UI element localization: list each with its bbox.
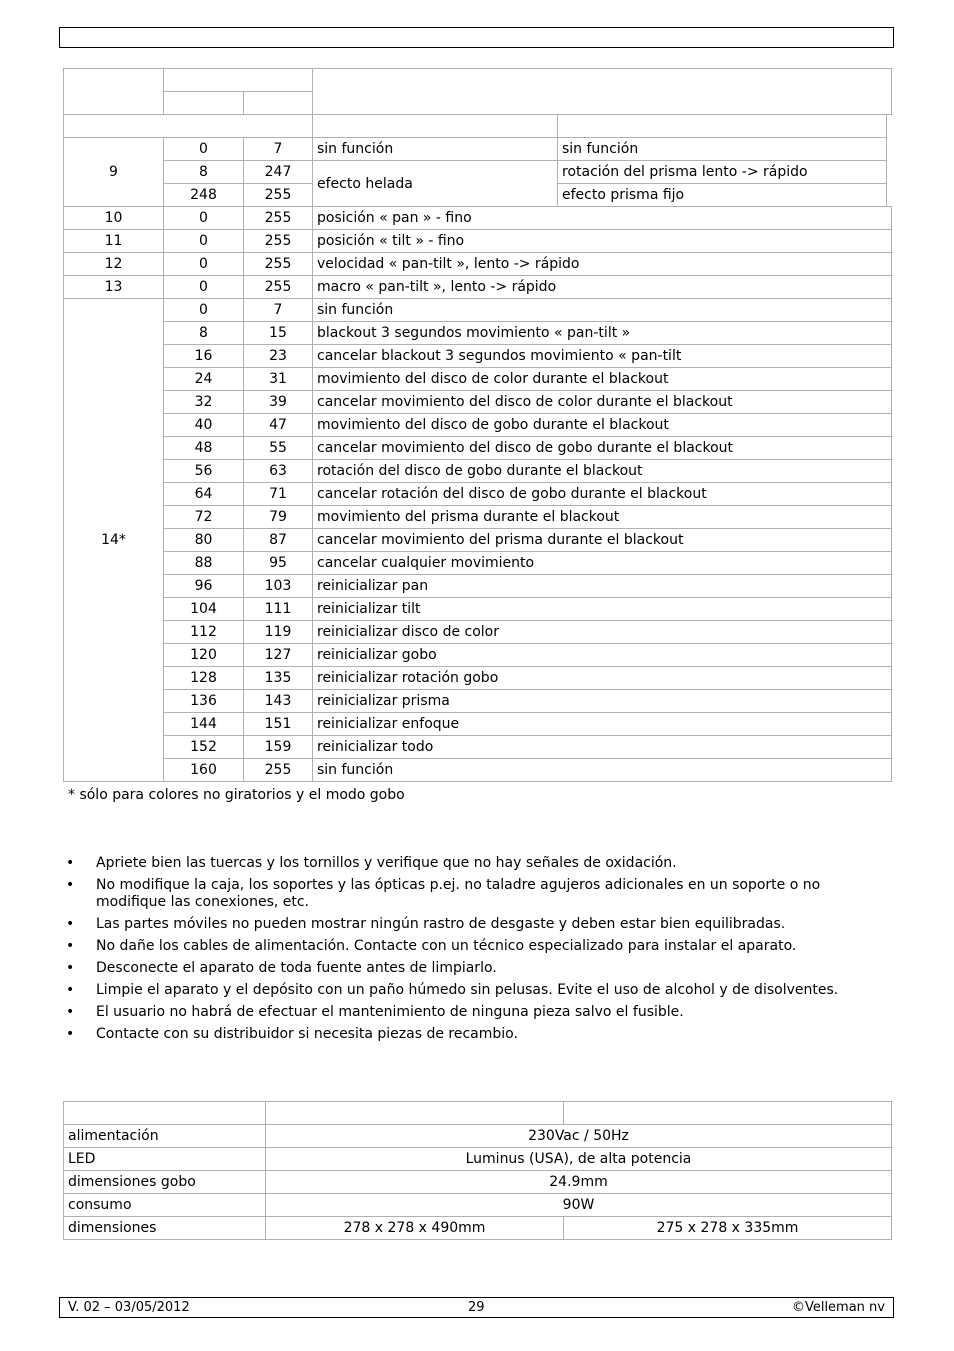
value-to: 23 (244, 345, 313, 368)
value-from: 56 (164, 460, 244, 483)
value-from: 8 (164, 161, 244, 184)
table-row (64, 230, 892, 253)
spec-label: alimentación (64, 1125, 266, 1148)
value-to: 71 (244, 483, 313, 506)
table-row (64, 621, 892, 644)
list-item: • El usuario no habrá de efectuar el mantenimiento de ninguna pieza salvo el fusible. (64, 1004, 884, 1021)
table-row (64, 138, 892, 161)
dmx-channel-table (63, 68, 892, 782)
header-cell-from (164, 92, 244, 115)
value-to: 255 (244, 276, 313, 299)
page-footer (59, 1297, 894, 1318)
table-subheader-row (64, 115, 892, 138)
function-text-mode2: rotación del prisma lento -> rápido (558, 161, 887, 184)
value-from: 152 (164, 736, 244, 759)
function-text: reinicializar rotación gobo (313, 667, 892, 690)
channel-number: 9 (64, 138, 164, 207)
function-text: blackout 3 segundos movimiento « pan-tilt » (313, 322, 892, 345)
value-from: 248 (164, 184, 244, 207)
value-from: 32 (164, 391, 244, 414)
value-from: 80 (164, 529, 244, 552)
value-from: 0 (164, 207, 244, 230)
function-text: macro « pan-tilt », lento -> rápido (313, 276, 892, 299)
function-text: reinicializar enfoque (313, 713, 892, 736)
table-row (64, 437, 892, 460)
function-text: sin función (313, 759, 892, 782)
value-to: 151 (244, 713, 313, 736)
value-to: 255 (244, 759, 313, 782)
value-to: 95 (244, 552, 313, 575)
footer-company: ©Velleman nv (791, 1300, 885, 1315)
value-from: 0 (164, 276, 244, 299)
function-text: efecto helada (313, 161, 558, 207)
value-to: 79 (244, 506, 313, 529)
table-footnote: * sólo para colores no giratorios y el modo gobo (68, 787, 405, 803)
table-row (64, 414, 892, 437)
table-row (64, 644, 892, 667)
value-from: 0 (164, 253, 244, 276)
subheader-cell (64, 115, 313, 138)
table-row (64, 161, 892, 184)
value-to: 7 (244, 299, 313, 322)
value-from: 48 (164, 437, 244, 460)
value-from: 40 (164, 414, 244, 437)
value-to: 255 (244, 230, 313, 253)
channel-number: 11 (64, 230, 164, 253)
table-row (64, 299, 892, 322)
list-item: • No dañe los cables de alimentación. Contacte con un técnico especializado para instalar el aparato. (64, 938, 884, 955)
spec-value: 90W (266, 1194, 892, 1217)
table-row (64, 253, 892, 276)
value-from: 104 (164, 598, 244, 621)
value-from: 72 (164, 506, 244, 529)
spec-value: 24.9mm (266, 1171, 892, 1194)
table-row (64, 345, 892, 368)
table-row (64, 713, 892, 736)
spec-label: dimensiones gobo (64, 1171, 266, 1194)
footer-page-number: 29 (468, 1300, 485, 1315)
table-header-row (64, 69, 892, 92)
header-cell (64, 1102, 266, 1125)
value-from: 16 (164, 345, 244, 368)
table-row (64, 1217, 892, 1240)
subheader-cell-mode1 (313, 115, 558, 138)
table-row (64, 483, 892, 506)
spec-value: 275 x 278 x 335mm (564, 1217, 892, 1240)
channel-number: 12 (64, 253, 164, 276)
function-text: cancelar rotación del disco de gobo durante el blackout (313, 483, 892, 506)
value-to: 135 (244, 667, 313, 690)
table-row (64, 391, 892, 414)
table-row (64, 276, 892, 299)
list-item: • Desconecte el aparato de toda fuente antes de limpiarlo. (64, 960, 884, 977)
table-row (64, 529, 892, 552)
function-text: reinicializar tilt (313, 598, 892, 621)
function-text-mode2: sin función (558, 138, 887, 161)
value-to: 127 (244, 644, 313, 667)
table-row (64, 460, 892, 483)
value-from: 88 (164, 552, 244, 575)
value-from: 64 (164, 483, 244, 506)
page-header-box (59, 27, 894, 48)
function-text: rotación del disco de gobo durante el blackout (313, 460, 892, 483)
subheader-cell-mode2 (558, 115, 887, 138)
maintenance-list (64, 855, 884, 1048)
function-text: reinicializar todo (313, 736, 892, 759)
header-cell-function (313, 69, 892, 115)
value-to: 31 (244, 368, 313, 391)
function-text: sin función (313, 138, 558, 161)
function-text: cancelar movimiento del prisma durante el blackout (313, 529, 892, 552)
list-item: • Las partes móviles no pueden mostrar ningún rastro de desgaste y deben estar bien equilibradas. (64, 916, 884, 933)
table-row (64, 1148, 892, 1171)
value-to: 119 (244, 621, 313, 644)
function-text: reinicializar prisma (313, 690, 892, 713)
channel-number: 13 (64, 276, 164, 299)
value-to: 159 (244, 736, 313, 759)
table-row (64, 207, 892, 230)
function-text: cancelar movimiento del disco de color durante el blackout (313, 391, 892, 414)
function-text: posición « tilt » - fino (313, 230, 892, 253)
spec-label: dimensiones (64, 1217, 266, 1240)
function-text: movimiento del prisma durante el blackout (313, 506, 892, 529)
spec-label: consumo (64, 1194, 266, 1217)
table-row (64, 690, 892, 713)
value-to: 103 (244, 575, 313, 598)
spec-value: 278 x 278 x 490mm (266, 1217, 564, 1240)
channel-number: 10 (64, 207, 164, 230)
value-to: 247 (244, 161, 313, 184)
value-to: 255 (244, 253, 313, 276)
list-item: • Contacte con su distribuidor si necesita piezas de recambio. (64, 1026, 884, 1043)
value-to: 143 (244, 690, 313, 713)
value-to: 39 (244, 391, 313, 414)
value-from: 0 (164, 138, 244, 161)
value-from: 128 (164, 667, 244, 690)
list-item: • Limpie el aparato y el depósito con un paño húmedo sin pelusas. Evite el uso de alcohol y de disolventes. (64, 982, 884, 999)
value-to: 63 (244, 460, 313, 483)
value-from: 120 (164, 644, 244, 667)
function-text-mode2: efecto prisma fijo (558, 184, 887, 207)
value-to: 255 (244, 184, 313, 207)
table-row (64, 667, 892, 690)
function-text: movimiento del disco de color durante el blackout (313, 368, 892, 391)
table-row (64, 759, 892, 782)
value-to: 255 (244, 207, 313, 230)
channel-number: 14* (64, 299, 164, 782)
function-text: reinicializar gobo (313, 644, 892, 667)
function-text: reinicializar disco de color (313, 621, 892, 644)
value-from: 96 (164, 575, 244, 598)
spec-label: LED (64, 1148, 266, 1171)
value-from: 112 (164, 621, 244, 644)
header-cell-to (244, 92, 313, 115)
value-from: 0 (164, 299, 244, 322)
table-row (64, 322, 892, 345)
table-row (64, 506, 892, 529)
value-to: 7 (244, 138, 313, 161)
header-cell (564, 1102, 892, 1125)
function-text: velocidad « pan-tilt », lento -> rápido (313, 253, 892, 276)
table-row (64, 1194, 892, 1217)
list-item: • No modifique la caja, los soportes y las ópticas p.ej. no taladre agujeros adicionales en un soporte o no modifique las conexiones, etc. (64, 877, 884, 911)
value-from: 160 (164, 759, 244, 782)
header-cell (266, 1102, 564, 1125)
value-to: 15 (244, 322, 313, 345)
spec-value: 230Vac / 50Hz (266, 1125, 892, 1148)
value-to: 47 (244, 414, 313, 437)
value-from: 0 (164, 230, 244, 253)
function-text: cancelar movimiento del disco de gobo durante el blackout (313, 437, 892, 460)
table-header-row (64, 1102, 892, 1125)
table-row (64, 1125, 892, 1148)
spec-value: Luminus (USA), de alta potencia (266, 1148, 892, 1171)
function-text: cancelar blackout 3 segundos movimiento « pan-tilt (313, 345, 892, 368)
list-item: • Apriete bien las tuercas y los tornillos y verifique que no hay señales de oxidación. (64, 855, 884, 872)
function-text: movimiento del disco de gobo durante el blackout (313, 414, 892, 437)
table-row (64, 575, 892, 598)
function-text: sin función (313, 299, 892, 322)
table-row (64, 1171, 892, 1194)
value-to: 87 (244, 529, 313, 552)
function-text: reinicializar pan (313, 575, 892, 598)
footer-version: V. 02 – 03/05/2012 (68, 1300, 190, 1315)
value-to: 111 (244, 598, 313, 621)
function-text: posición « pan » - fino (313, 207, 892, 230)
value-from: 136 (164, 690, 244, 713)
function-text: cancelar cualquier movimiento (313, 552, 892, 575)
value-to: 55 (244, 437, 313, 460)
table-row (64, 368, 892, 391)
table-row (64, 598, 892, 621)
value-from: 24 (164, 368, 244, 391)
table-row (64, 736, 892, 759)
header-cell-channel (64, 69, 164, 115)
value-from: 144 (164, 713, 244, 736)
specifications-table (63, 1101, 892, 1240)
table-row (64, 552, 892, 575)
value-from: 8 (164, 322, 244, 345)
header-cell-value (164, 69, 313, 92)
